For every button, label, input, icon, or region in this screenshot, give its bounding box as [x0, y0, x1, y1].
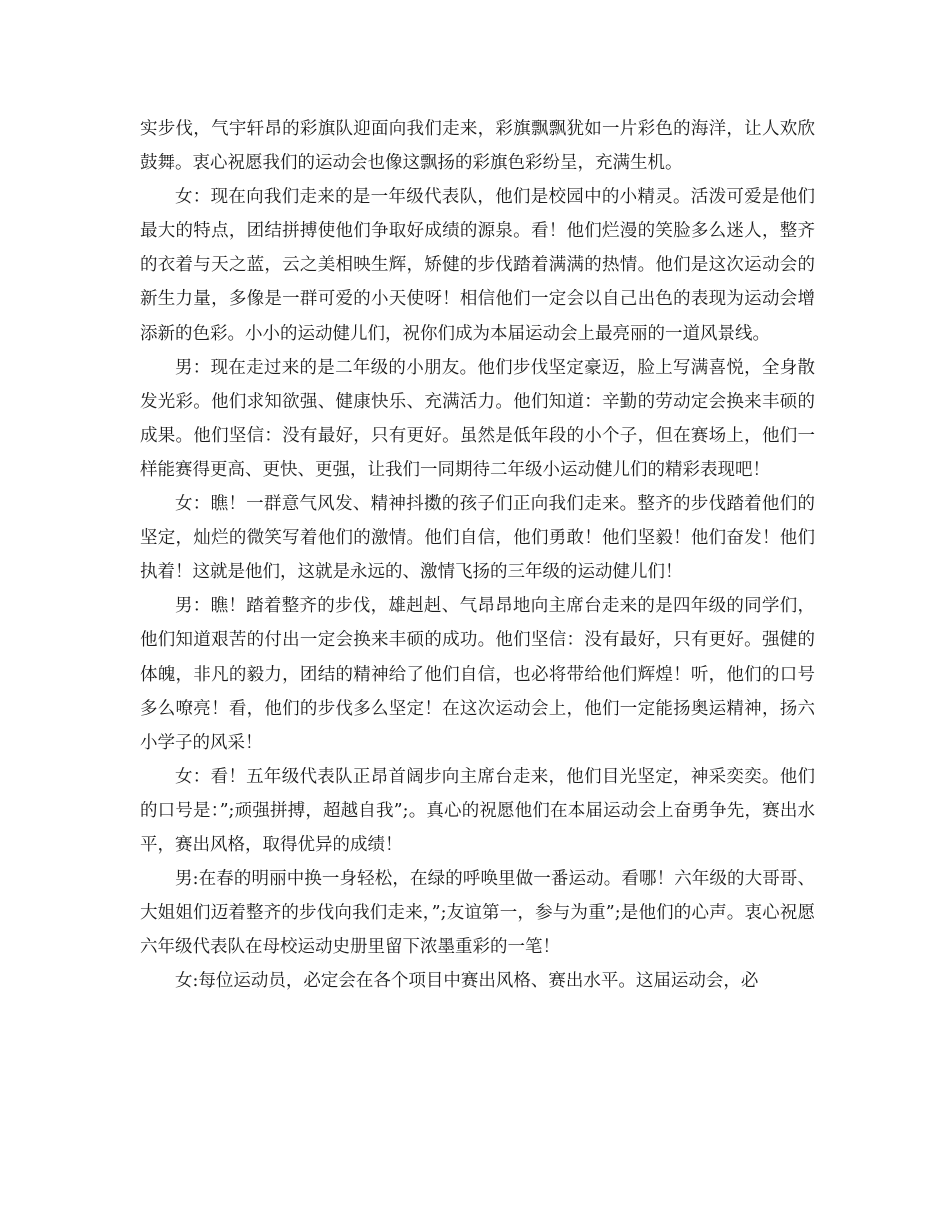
- document-body: [140, 112, 815, 998]
- paragraph-grade-four: 男：瞧！踏着整齐的步伐，雄赳赳、气昂昂地向主席台走来的是四年级的同学们，他们知道艰苦的付出一定会换来丰硕的成功。他们坚信：没有最好，只有更好。强健的体魄，非凡的毅力，团结的精神给了他们自信，也必将带给他们辉煌！听，他们的口号多么嘹亮！看，他们的步伐多么坚定！在这次运动会上，他们一定能扬奥运精神，扬六小学子的风采！: [140, 596, 815, 753]
- paragraph-continuation: 实步伐，气宇轩昂的彩旗队迎面向我们走来，彩旗飘飘犹如一片彩色的海洋，让人欢欣鼓舞。衷心祝愿我们的运动会也像这飘扬的彩旗色彩纷呈，充满生机。: [140, 119, 815, 174]
- paragraph-grade-six: 男:在春的明丽中换一身轻松，在绿的呼唤里做一番运动。看哪！六年级的大哥哥、大姐姐们迈着整齐的步伐向我们走来，”;友谊第一，参与为重”;是他们的心声。衷心祝愿六年级代表队在母校运动史册里留下浓墨重彩的一笔！: [140, 869, 815, 958]
- paragraph-athletes: 女:每位运动员，必定会在各个项目中赛出风格、赛出水平。这届运动会，必: [175, 971, 759, 992]
- paragraph-grade-one: 女：现在向我们走来的是一年级代表队，他们是校园中的小精灵。活泼可爱是他们最大的特点，团结拼搏使他们争取好成绩的源泉。看！他们烂漫的笑脸多么迷人，整齐的衣着与天之蓝，云之美相映生辉，矫健的步伐踏着满满的热情。他们是这次运动会的新生力量，多像是一群可爱的小天使呀！相信他们一定会以自己出色的表现为运动会增添新的色彩。小小的运动健儿们，祝你们成为本届运动会上最亮丽的一道风景线。: [140, 187, 815, 344]
- paragraph-grade-five: 女：看！五年级代表队正昂首阔步向主席台走来，他们目光坚定，神采奕奕。他们的口号是：”;顽强拼搏，超越自我”;。真心的祝愿他们在本届运动会上奋勇争先，赛出水平，赛出风格，取得优异的成绩！: [140, 766, 815, 855]
- paragraph-grade-three: 女：瞧！一群意气风发、精神抖擞的孩子们正向我们走来。整齐的步伐踏着他们的坚定，灿烂的微笑写着他们的激情。他们自信，他们勇敢！他们坚毅！他们奋发！他们执着！这就是他们，这就是永远的、激情飞扬的三年级的运动健儿们！: [140, 494, 815, 583]
- paragraph-grade-two: 男：现在走过来的是二年级的小朋友。他们步伐坚定豪迈，脸上写满喜悦，全身散发光彩。他们求知欲强、健康快乐、充满活力。他们知道：辛勤的劳动定会换来丰硕的成果。他们坚信：没有最好，只有更好。虽然是低年段的小个子，但在赛场上，他们一样能赛得更高、更快、更强，让我们一同期待二年级小运动健儿们的精彩表现吧！: [140, 357, 815, 480]
